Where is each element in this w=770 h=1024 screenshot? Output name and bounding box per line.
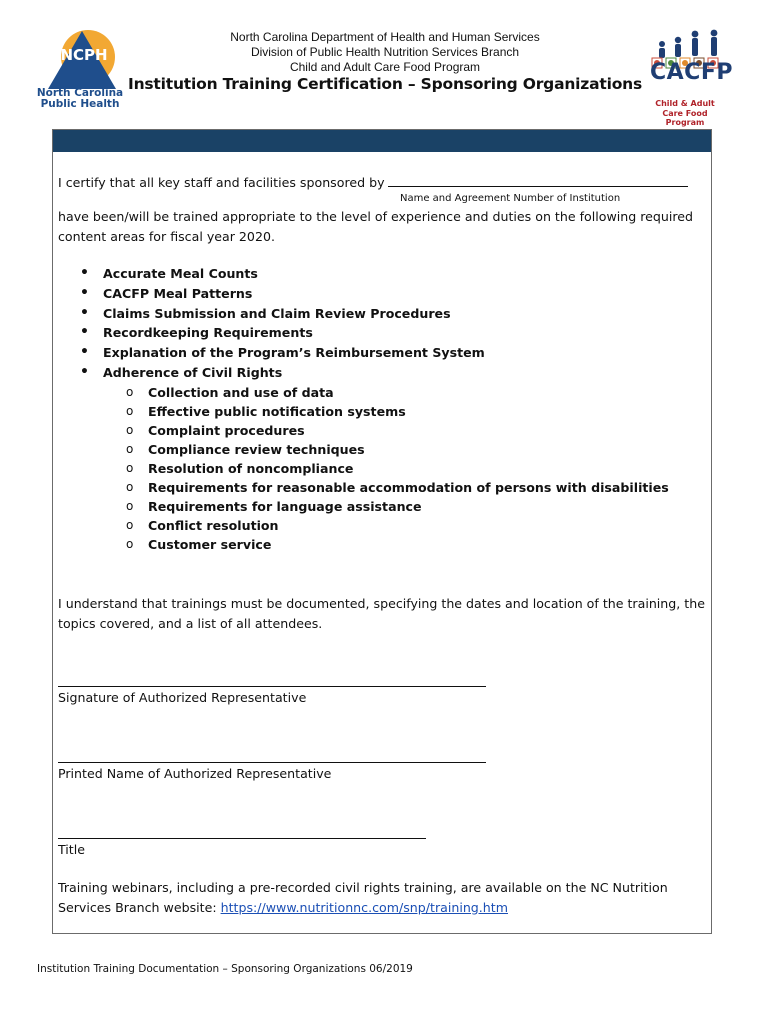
subtopic-label: Requirements for reasonable accommodation of persons with disabilities bbox=[148, 480, 669, 495]
circle-bullet-icon: o bbox=[126, 499, 134, 513]
circle-bullet-icon: o bbox=[126, 537, 134, 551]
webinar-text: Training webinars, including a pre-recorded civil rights training, are available on the NC Nutrition Services Branch website: bbox=[58, 880, 668, 915]
cacfp-subtitle bbox=[645, 99, 725, 128]
title-field[interactable] bbox=[58, 838, 426, 839]
subtopic-item bbox=[126, 421, 669, 440]
circle-bullet-icon: o bbox=[126, 423, 134, 437]
subtopic-label: Compliance review techniques bbox=[148, 442, 365, 457]
cacfp-subtitle-line1: Child & Adult bbox=[655, 99, 715, 108]
topic-item bbox=[80, 343, 485, 363]
topic-label: Accurate Meal Counts bbox=[103, 266, 258, 281]
topic-label: CACFP Meal Patterns bbox=[103, 285, 253, 301]
institution-field-caption: Name and Agreement Number of Institution bbox=[400, 193, 621, 204]
cacfp-wordmark: CACFP bbox=[650, 60, 733, 85]
circle-bullet-icon: o bbox=[126, 461, 134, 475]
signature-field[interactable] bbox=[58, 686, 486, 687]
header-program: Child and Adult Care Food Program bbox=[289, 60, 481, 74]
subtopic-label: Complaint procedures bbox=[148, 423, 305, 438]
topic-item bbox=[80, 323, 485, 343]
signature-label: Signature of Authorized Representative bbox=[58, 690, 307, 705]
page-title: Institution Training Certification – Sponsoring Organizations bbox=[128, 75, 642, 93]
bullet-icon: • bbox=[80, 284, 89, 301]
topic-label: Claims Submission and Claim Review Procedures bbox=[103, 305, 451, 321]
ncph-abbr: NCPH bbox=[60, 46, 108, 64]
subtopic-item bbox=[126, 402, 669, 421]
civil-rights-subtopics-list bbox=[126, 383, 669, 554]
topic-item bbox=[80, 264, 485, 284]
certify-line bbox=[58, 172, 708, 193]
circle-bullet-icon: o bbox=[126, 404, 134, 418]
subtopic-item bbox=[126, 497, 669, 516]
circle-bullet-icon: o bbox=[126, 442, 134, 456]
header-department: North Carolina Department of Health and Human Services bbox=[230, 30, 540, 44]
certify-prefix: I certify that all key staff and facilities sponsored by bbox=[58, 175, 385, 190]
ncph-name-line2: Public Health bbox=[40, 98, 120, 110]
ncph-name-line1: North Carolina bbox=[36, 87, 124, 99]
topic-item bbox=[80, 304, 485, 324]
title-label: Title bbox=[58, 842, 85, 857]
topic-item bbox=[80, 363, 485, 383]
page-footer: Institution Training Documentation – Sponsoring Organizations 06/2019 bbox=[37, 963, 413, 975]
bullet-icon: • bbox=[80, 363, 89, 380]
subtopic-item bbox=[126, 516, 669, 535]
ncph-name bbox=[30, 88, 130, 110]
bullet-icon: • bbox=[80, 265, 89, 281]
subtopic-item bbox=[126, 535, 669, 554]
subtopic-item bbox=[126, 383, 669, 402]
bullet-icon: • bbox=[80, 324, 89, 341]
subtopic-label: Effective public notification systems bbox=[148, 404, 406, 419]
topic-label: Adherence of Civil Rights bbox=[103, 364, 283, 380]
certify-continuation: have been/will be trained appropriate to the level of experience and duties on the following required content areas for fiscal year 2020. bbox=[58, 209, 693, 244]
topic-label: Recordkeeping Requirements bbox=[103, 325, 313, 341]
form-header-bar bbox=[53, 130, 711, 152]
topic-item bbox=[80, 284, 485, 304]
documentation-note: I understand that trainings must be documented, specifying the dates and location of the training, the topics covered, and a list of all attendees. bbox=[58, 596, 705, 631]
subtopic-label: Requirements for language assistance bbox=[148, 499, 422, 514]
subtopic-label: Conflict resolution bbox=[148, 518, 279, 533]
subtopic-item bbox=[126, 478, 669, 497]
cacfp-subtitle-line2: Care Food Program bbox=[662, 108, 708, 127]
bullet-icon: • bbox=[80, 344, 89, 361]
topic-label: Explanation of the Program’s Reimbursement System bbox=[103, 345, 485, 361]
subtopic-item bbox=[126, 459, 669, 478]
printed-name-label: Printed Name of Authorized Representative bbox=[58, 766, 332, 781]
institution-name-field[interactable] bbox=[388, 172, 688, 187]
circle-bullet-icon: o bbox=[126, 518, 134, 532]
training-website-link[interactable]: https://www.nutritionnc.com/snp/training.htm bbox=[220, 900, 508, 915]
header-division: Division of Public Health Nutrition Services Branch bbox=[250, 45, 520, 59]
circle-bullet-icon: o bbox=[126, 480, 134, 494]
circle-bullet-icon: o bbox=[126, 385, 134, 399]
subtopic-label: Resolution of noncompliance bbox=[148, 461, 354, 476]
webinar-note bbox=[58, 878, 708, 918]
subtopic-label: Collection and use of data bbox=[148, 385, 334, 400]
printed-name-field[interactable] bbox=[58, 762, 486, 763]
required-topics-list bbox=[80, 264, 485, 383]
subtopic-item bbox=[126, 440, 669, 459]
subtopic-label: Customer service bbox=[148, 537, 272, 552]
bullet-icon: • bbox=[80, 304, 89, 321]
